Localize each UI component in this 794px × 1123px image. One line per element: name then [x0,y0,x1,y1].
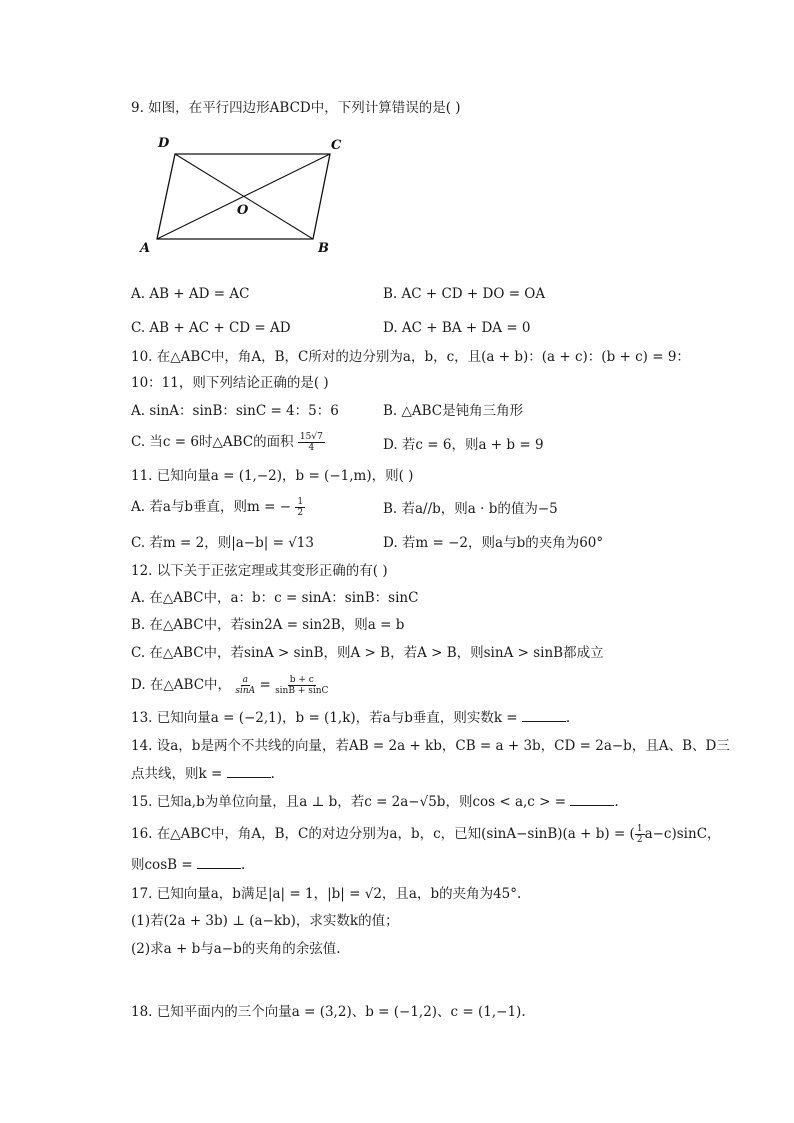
q16-answer-blank[interactable] [197,856,241,869]
q9-option-d: D. AC + BA + DA = 0 [383,320,531,336]
q16-text-suffix: a−c)sinC， [644,826,721,842]
q13-text: 13. 已知向量a = (−2,1)，b = (1,k)，若a与b垂直，则实数k = [131,710,522,726]
q16-text-line2: 则cosB = [131,857,197,873]
q9-option-c: C. AB + AC + CD = AD [131,320,291,336]
q14-answer-blank[interactable] [227,765,271,778]
label-a: A [140,241,151,256]
q12-option-d-fraction-right: $\frac{b + c}{\sin B + \sin C}$ [275,675,329,696]
q11-option-b: B. 若a//b，则a · b的值为−5 [383,501,558,517]
q15-stem [131,793,619,811]
q14-end: . [270,766,275,782]
q9-stem: 9. 如图，在平行四边形ABCD中，下列计算错误的是( ) [131,100,461,116]
q15-end: . [614,794,619,810]
q16-stem-line2 [131,856,245,874]
q11-option-c: C. 若m = 2，则|a−b| = √13 [131,535,314,551]
q12-stem: 12. 以下关于正弦定理或其变形正确的有( ) [131,563,388,579]
q10-option-b: B. △ABC是钝角三角形 [383,403,524,419]
q12-option-d-fraction-left: $\frac{a}{\sin A}$ [235,675,256,696]
q11-option-a [131,497,305,518]
q16-text: 16. 在△ABC中，角A，B，C的对边分别为a，b，c，已知(sinA−sinB)(a + b) = ( [131,826,635,842]
q12-option-b: B. 在△ABC中，若sin2A = sin2B，则a = b [131,617,405,633]
q12-option-d [131,675,328,696]
q10-option-c-fraction: $\frac{15√7}{4}$ [299,432,323,453]
label-d: D [158,136,170,151]
q10-option-a: A. sinA：sinB：sinC = 4：5：6 [131,403,339,419]
parallelogram-figure [135,132,345,257]
q15-answer-blank[interactable] [570,793,614,806]
q10-option-d: D. 若c = 6，则a + b = 9 [383,437,544,453]
q14-stem-line2 [131,765,275,783]
q12-option-a: A. 在△ABC中，a：b：c = sinA：sinB：sinC [131,590,419,606]
q10-option-c-text: C. 当c = 6时△ABC的面积 [131,434,294,450]
label-b: B [318,241,329,256]
q15-text: 15. 已知a,b为单位向量，且a ⊥ b，若c = 2a−√5b，则cos < a,c > = [131,794,571,810]
label-o: O [237,203,249,218]
q10-stem-line2: 10：11，则下列结论正确的是( ) [131,375,329,391]
diagonal-db [175,154,313,239]
q17-stem: 17. 已知向量a，b满足|a| = 1，|b| = √2，且a，b的夹角为45°. [131,886,522,902]
q9-option-b: B. AC + CD + DO = OA [383,286,546,302]
q11-option-d: D. 若m = −2，则a与b的夹角为60° [383,535,604,551]
q10-stem-line1: 10. 在△ABC中，角A，B，C所对的边分别为a，b，c，且(a + b)：(a + c)：(b + c) = 9： [131,349,690,365]
q14-stem-line1: 14. 设a，b是两个不共线的向量，若AB = 2a + kb，CB = a + 3b，CD = 2a−b，且A、B、D三 [131,738,730,754]
label-c: C [331,138,342,153]
q11-option-a-text: A. 若a与b垂直，则m = − [131,499,292,515]
q12-option-d-equals: = [259,677,276,693]
q16-stem-line1 [131,824,721,845]
q17-part1: (1)若(2a + 3b) ⊥ (a−kb)，求实数k的值； [131,913,399,929]
q17-part2: (2)求a + b与a−b的夹角的余弦值. [131,941,341,957]
q11-stem: 11. 已知向量a = (1,−2)，b = (−1,m)，则( ) [131,468,414,484]
q13-answer-blank[interactable] [522,709,566,722]
q13-end: . [565,710,571,726]
q9-option-a: A. AB + AD = AC [131,286,250,302]
q12-option-d-text: D. 在△ABC中， [131,677,232,693]
q16-fraction: $\frac{1}{2}$ [636,824,643,845]
q18-stem: 18. 已知平面内的三个向量a = (3,2)、b = (−1,2)、c = (1,−1). [131,1004,526,1020]
q16-end: . [240,857,246,873]
q11-option-a-fraction: $\frac{1}{2}$ [297,497,304,518]
q10-option-c [131,432,325,453]
q12-option-c: C. 在△ABC中，若sinA > sinB，则A > B，若A > B，则sinA > sinB都成立 [131,645,604,661]
q13-stem [131,709,570,727]
q14-text: 点共线，则k = [131,766,227,782]
